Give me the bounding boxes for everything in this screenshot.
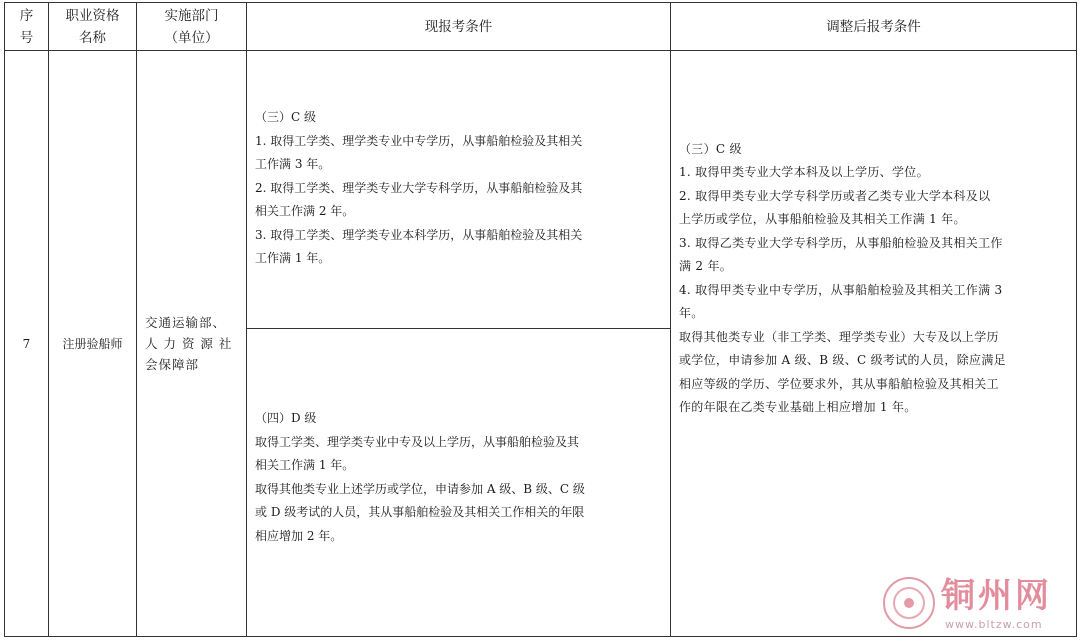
header-row (5, 3, 1077, 51)
cell-current-c-level: （三）C 级 1. 取得工学类、理学类专业中专学历，从事船舶检验及其相关 工作满 3 年。 2. 取得工学类、理学类专业大学专科学历，从事船舶检验及其 相关工作满 2 年。 3. 取得工学类、理学类专业本科学历，从事船舶检验及其相关 工作满 1 年。 (247, 51, 671, 329)
watermark-url: www.bltzw.com (945, 618, 1043, 631)
cell-department: 交通运输部、 人 力 资 源 社 会保障部 (137, 51, 247, 637)
header-adjusted: 调整后报考条件 (671, 3, 1077, 51)
table-row (5, 51, 1077, 329)
cell-adjusted-conditions: （三）C 级 1. 取得甲类专业大学本科及以上学历、学位。 2. 取得甲类专业大学专科学历或者乙类专业大学本科及以 上学历或学位，从事船舶检验及其相关工作满 1 年。 3. 取得乙类专业大学专科学历，从事船舶检验及其相关工作 满 2 年。 4. 取得甲类专业中专学历，从事船舶检验及其相关工作满 3 年。 取得其他类专业（非工学类、理学类专业）大专及以上学历 或学位，申请参加 A 级、B 级、C 级考试的人员，除应满足 相应等级的学历、学位要求外，其从事船舶检验及其相关工 作的年限在乙类专业基础上相应增加 1 年。 (671, 51, 1077, 637)
watermark-logo (883, 574, 1073, 638)
header-current: 现报考条件 (247, 3, 671, 51)
header-name: 职业资格 名称 (49, 3, 137, 51)
header-dept: 实施部门 （单位） (137, 3, 247, 51)
cell-seq: 7 (5, 51, 49, 637)
seal-logo-icon (883, 577, 935, 629)
cell-qualification-name: 注册验船师 (49, 51, 137, 637)
cell-current-d-level: （四）D 级 取得工学类、理学类专业中专及以上学历，从事船舶检验及其 相关工作满 1 年。 取得其他类专业上述学历或学位，申请参加 A 级、B 级、C 级 或 D 级考试的人员，其从事船舶检验及其相关工作相关的年限 相应增加 2 年。 (247, 329, 671, 637)
exam-conditions-table (4, 2, 1077, 637)
header-seq: 序 号 (5, 3, 49, 51)
watermark-brand: 铜州网 (941, 576, 1052, 616)
